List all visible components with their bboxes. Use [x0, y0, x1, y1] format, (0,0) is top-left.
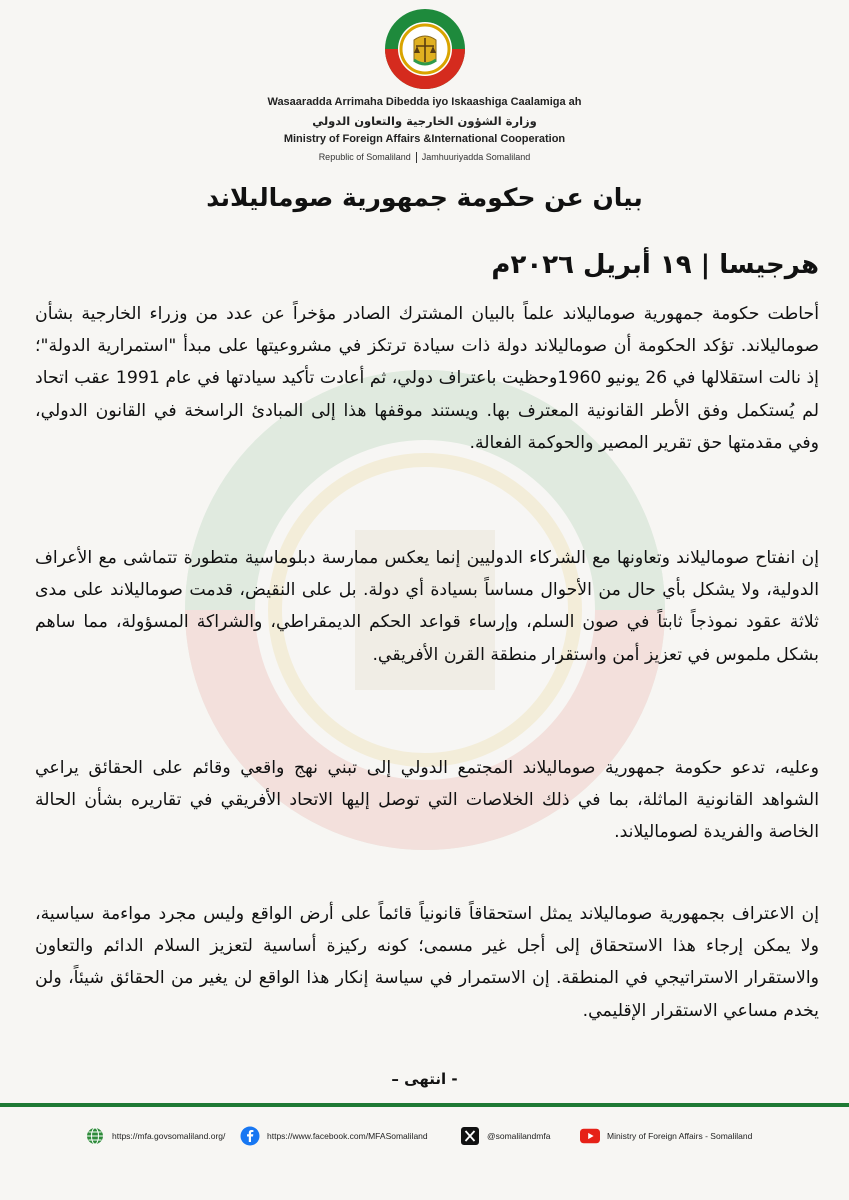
youtube-link[interactable]: Ministry of Foreign Affairs - Somaliland [607, 1131, 753, 1141]
dateline: هرجيسا | ١٩ أبريل ٢٠٢٦م [491, 250, 819, 280]
org-name-english: Ministry of Foreign Affairs &International Cooperation [283, 133, 566, 145]
republic-english: Republic of Somaliland [318, 152, 411, 162]
footer-x[interactable] [460, 1126, 550, 1146]
footer [85, 1126, 805, 1148]
ministry-seal [384, 8, 466, 90]
org-name-arabic: وزارة الشؤون الخارجية والتعاون الدولي [312, 114, 537, 128]
footer-website[interactable] [85, 1126, 225, 1146]
org-name-somali: Wasaaradda Arrimaha Dibedda iyo Iskaashiga Caalamiga ah [267, 96, 582, 108]
x-icon [460, 1126, 480, 1146]
footer-divider [0, 1103, 849, 1107]
paragraph-4: إن الاعتراف بجمهورية صوماليلاند يمثل استحقاقاً قانونياً قائماً على أرض الواقع وليس مجرد مواءمة سياسية، ولا يمكن إرجاء هذا الاستحقاق إلى أجل غير مسمى؛ كونه ركيزة أساسية لتعزيز السلام الدائم والتعاون والاستقرار الاستراتيجي في المنطقة. إن الاستمرار في سياسة إنكار هذا الواقع لن يغير من الحقائق شيئاً، ولن يخدم مساعي الاستقرار الإقليمي. [35, 904, 819, 1021]
paragraph-1: أحاطت حكومة جمهورية صوماليلاند علماً بالبيان المشترك الصادر مؤخراً عن عدد من وزراء الخارجية بشأن صوماليلاند. تؤكد الحكومة أن صوماليلاند دولة ذات سيادة ترتكز في مشروعيتها على مبدأ "استمرارية الدولة"؛ إذ نالت استقلالها في 26 يونيو 1960وحظيت باعتراف دولي، ثم أعادت تأكيد سيادتها في عام 1991 عقب اتحاد لم يُستكمل وفق الأطر القانونية المعترف بها. ويستند موقفها هذا إلى المبادئ الراسخة في القانون الدولي، وفي مقدمتها حق تقرير المصير والحوكمة الفعالة. [35, 304, 819, 453]
paragraph-2: إن انفتاح صوماليلاند وتعاونها مع الشركاء الدوليين إنما يعكس ممارسة دبلوماسية متطورة تتماشى مع الأعراف الدولية، ولا يشكل بأي حال من الأحوال مساساً بسيادة أي دولة. بل على النقيض، قدمت صوماليلاند على مدى ثلاثة عقود نموذجاً ثابتاً في صون السلم، وإرساء قواعد الحكم الديمقراطي، والشراكة المسؤولة، مما ساهم بشكل ملموس في تعزيز أمن واستقرار منطقة القرن الأفريقي. [35, 548, 819, 665]
separator [416, 152, 417, 163]
website-link[interactable]: https://mfa.govsomaliland.org/ [112, 1131, 226, 1141]
republic-somali: Jamhuuriyadda Somaliland [421, 152, 531, 162]
facebook-link[interactable]: https://www.facebook.com/MFASomaliland [267, 1131, 428, 1141]
youtube-icon [580, 1126, 600, 1146]
republic-line [0, 152, 849, 163]
x-handle[interactable]: @somalilandmfa [487, 1131, 551, 1141]
globe-icon [85, 1126, 105, 1146]
statement-title: بيان عن حكومة جمهورية صوماليلاند [206, 183, 643, 212]
footer-facebook[interactable] [240, 1126, 428, 1146]
facebook-icon [240, 1126, 260, 1146]
footer-youtube[interactable] [580, 1126, 752, 1146]
closing-mark: - انتهى – [391, 1070, 458, 1088]
paragraph-3: وعليه، تدعو حكومة جمهورية صوماليلاند المجتمع الدولي إلى تبني نهج واقعي وقائم على الحقائق يراعي الشواهد القانونية الماثلة، بما في ذلك الخلاصات التي توصل إليها الاتحاد الأفريقي في تقاريره بشأن الحالة الخاصة والفريدة لصوماليلاند. [35, 758, 819, 843]
